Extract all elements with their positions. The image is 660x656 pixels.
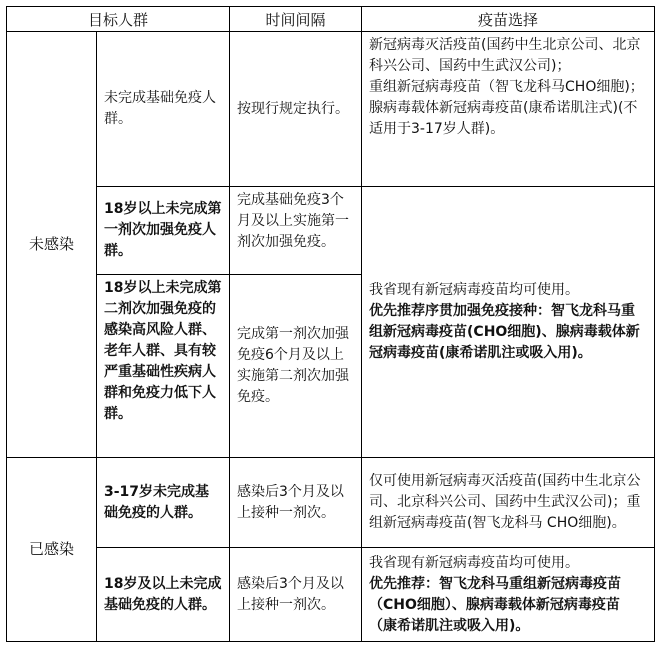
cell-vaccine [362, 32, 655, 187]
table-header-row [7, 7, 655, 32]
vaccine-priority: 优先推荐：智飞龙科马重组新冠病毒疫苗（CHO细胞）、腺病毒载体新冠病毒疫苗（康希诺肌注或吸入用)。 [369, 575, 622, 634]
vaccine-priority: 优先推荐序贯加强免疫接种：智飞龙科马重组新冠病毒疫苗(CHO细胞)、腺病毒载体新冠病毒疫苗(康希诺肌注或吸入用)。 [369, 303, 640, 361]
vaccine-option: 重组新冠病毒疫苗（智飞龙科马CHO细胞)； [369, 79, 644, 95]
group-uninfected: 未感染 [7, 32, 97, 458]
group-infected: 已感染 [7, 458, 97, 642]
vaccine-option: 新冠病毒灭活疫苗(国药中生北京公司、北京科兴公司、国药中生武汉公司)； [369, 37, 641, 74]
table-row [7, 32, 655, 187]
cell-target: 未完成基础免疫人群。 [97, 32, 230, 187]
cell-interval: 感染后3个月及以上接种一剂次。 [230, 458, 362, 548]
cell-vaccine [362, 548, 655, 642]
cell-interval: 按现行规定执行。 [230, 32, 362, 187]
vaccine-recommendation-table [6, 6, 655, 642]
table-row [7, 187, 655, 275]
cell-interval: 感染后3个月及以上接种一剂次。 [230, 548, 362, 642]
header-interval: 时间间隔 [230, 7, 362, 32]
table-row [7, 458, 655, 548]
vaccine-note: 我省现有新冠病毒疫苗均可使用。 [369, 554, 580, 571]
cell-interval: 完成第一剂次加强免疫6个月及以上实施第二剂次加强免疫。 [230, 275, 362, 458]
cell-vaccine [362, 187, 655, 458]
header-target-group: 目标人群 [7, 7, 230, 32]
vaccine-note: 我省现有新冠病毒疫苗均可使用。 [369, 282, 580, 298]
table-row [7, 548, 655, 642]
cell-target: 18岁及以上未完成基础免疫的人群。 [97, 548, 230, 642]
cell-target: 18岁以上未完成第一剂次加强免疫人群。 [97, 187, 230, 275]
header-vaccine: 疫苗选择 [362, 7, 655, 32]
cell-interval: 完成基础免疫3个月及以上实施第一剂次加强免疫。 [230, 187, 362, 275]
cell-target: 18岁以上未完成第二剂次加强免疫的感染高风险人群、老年人群、具有较严重基础性疾病人群和免疫力低下人群。 [97, 275, 230, 458]
cell-vaccine: 仅可使用新冠病毒灭活疫苗(国药中生北京公司、北京科兴公司、国药中生武汉公司)；重组新冠病毒疫苗(智飞龙科马 CHO细胞)。 [362, 458, 655, 548]
vaccine-option: 腺病毒载体新冠病毒疫苗(康希诺肌注式)(不适用于3-17岁人群)。 [369, 100, 638, 137]
cell-target: 3-17岁未完成基础免疫的人群。 [97, 458, 230, 548]
